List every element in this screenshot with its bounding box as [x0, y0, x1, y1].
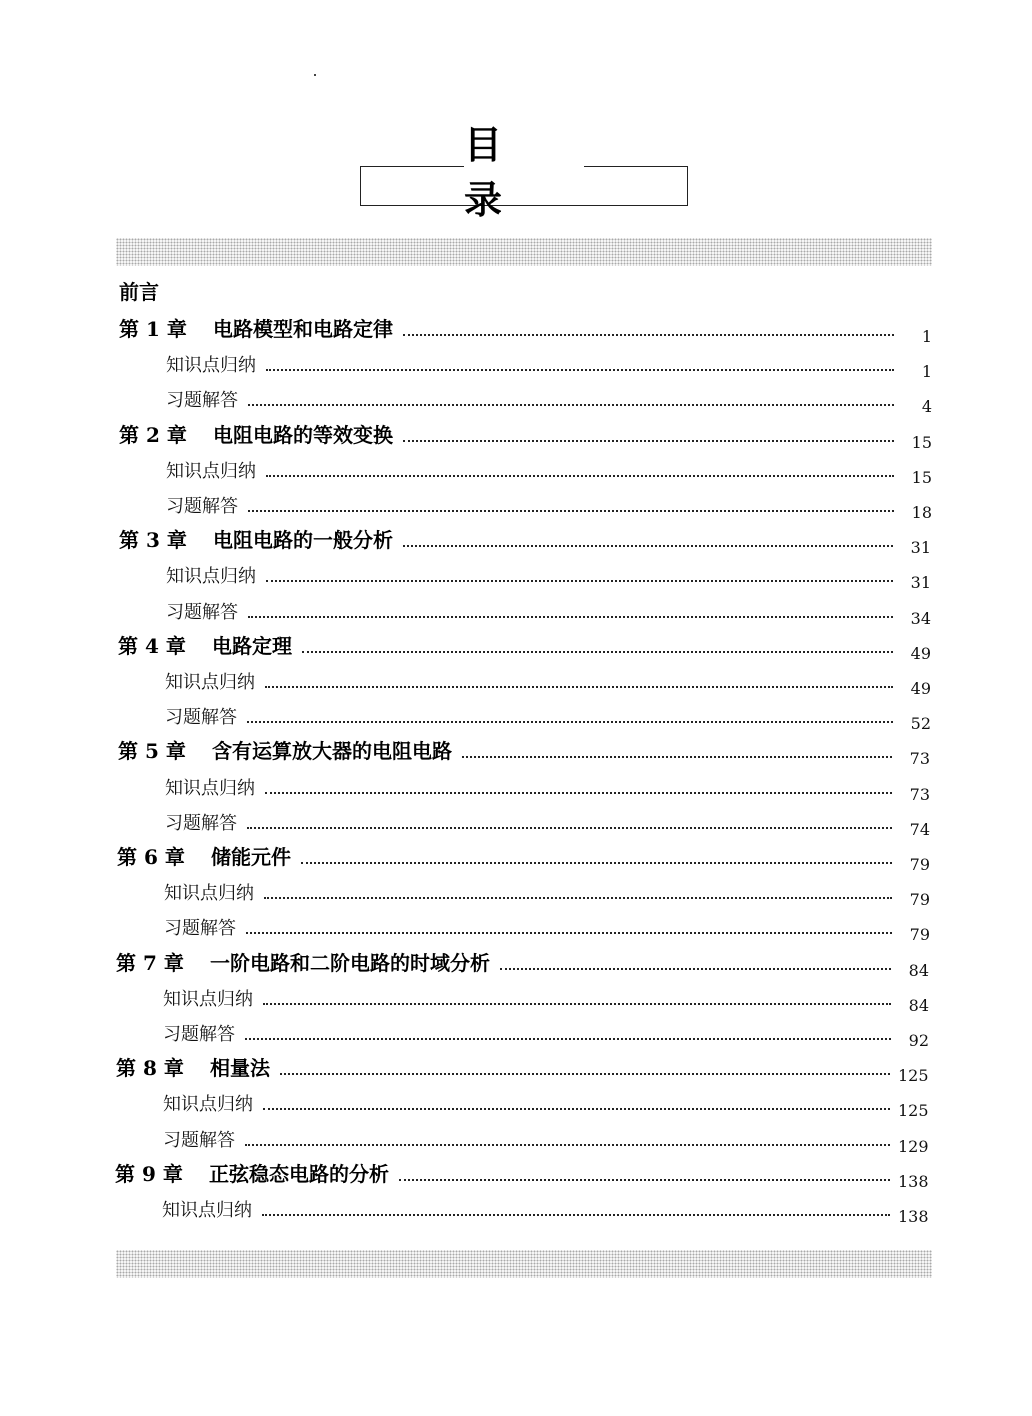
page-number: 92	[908, 1031, 929, 1050]
section-title: 习题解答	[163, 1129, 235, 1151]
page-number: 49	[910, 643, 931, 663]
toc-chapter-row[interactable]	[119, 523, 931, 558]
dot-leader	[245, 1144, 890, 1146]
chapter-title: 电路模型和电路定律	[213, 317, 393, 341]
dot-leader	[302, 651, 893, 653]
title-frame	[360, 123, 690, 222]
toc-section-row[interactable]	[165, 805, 930, 839]
chapter-title: 电路定理	[212, 633, 292, 658]
page-number: 125	[898, 1066, 929, 1086]
page-number: 79	[909, 925, 930, 945]
dot-leader	[280, 1073, 890, 1075]
page-number: 125	[898, 1101, 929, 1121]
toc-section-row[interactable]	[164, 875, 930, 910]
toc-section-row[interactable]	[165, 770, 930, 804]
chapter-number: 第 7 章	[116, 950, 184, 975]
dot-leader	[245, 1038, 891, 1040]
toc-preface[interactable]: 前言	[119, 280, 159, 304]
page-number: 138	[898, 1207, 929, 1226]
chapter-number: 第 9 章	[115, 1161, 183, 1186]
section-title: 习题解答	[165, 707, 237, 729]
dot-leader	[266, 475, 894, 477]
dot-leader	[500, 968, 891, 970]
chapter-title: 电阻电路的等效变换	[213, 422, 393, 447]
chapter-number: 第 2 章	[119, 422, 187, 447]
page-number: 18	[911, 503, 932, 522]
dot-leader	[462, 756, 892, 758]
dot-leader	[301, 862, 892, 864]
page-number: 79	[909, 890, 930, 910]
dot-leader	[264, 897, 892, 899]
page-title: 目 录	[464, 123, 525, 222]
page-number: 31	[910, 573, 931, 593]
chapter-number: 第 5 章	[118, 739, 186, 764]
halftone-band-top	[116, 238, 932, 266]
chapter-title: 电阻电路的一般分析	[213, 528, 393, 553]
dot-leader	[403, 545, 893, 547]
toc-section-row[interactable]	[164, 910, 930, 945]
page-number: 1	[921, 362, 932, 382]
page-number: 1	[921, 327, 932, 346]
page-number: 84	[908, 960, 929, 980]
toc-chapter-row[interactable]	[116, 946, 929, 980]
page-number: 31	[910, 538, 931, 558]
section-title: 习题解答	[165, 812, 237, 834]
section-title: 知识点归纳	[165, 777, 255, 799]
page-number: 129	[898, 1136, 929, 1156]
chapter-title: 含有运算放大器的电阻电路	[212, 739, 452, 764]
toc-chapter-row[interactable]	[115, 1157, 929, 1191]
chapter-title: 正弦稳态电路的分析	[209, 1161, 389, 1186]
dot-leader	[266, 580, 893, 582]
toc-section-row[interactable]	[166, 558, 931, 593]
toc-section-row[interactable]	[163, 1122, 929, 1156]
section-title: 知识点归纳	[166, 355, 256, 377]
toc-section-row[interactable]	[166, 594, 931, 628]
section-title: 知识点归纳	[162, 1200, 252, 1221]
dot-leader	[247, 827, 892, 829]
dot-leader	[265, 792, 892, 794]
section-title: 习题解答	[166, 390, 238, 412]
section-title: 知识点归纳	[165, 672, 255, 693]
section-title: 知识点归纳	[166, 460, 256, 482]
chapter-title: 储能元件	[211, 845, 291, 869]
toc-chapter-row[interactable]	[116, 1051, 929, 1086]
dot-leader	[247, 721, 893, 723]
toc-section-row[interactable]	[166, 347, 932, 382]
dot-leader	[262, 1214, 890, 1216]
dot-leader	[399, 1179, 890, 1181]
chapter-number: 第 8 章	[116, 1056, 184, 1081]
toc-chapter-row[interactable]	[118, 734, 930, 769]
chapter-number: 第 6 章	[117, 845, 185, 869]
page-number: 15	[911, 467, 932, 487]
toc-section-row[interactable]	[165, 699, 931, 734]
page-number: 4	[921, 397, 932, 417]
section-title: 知识点归纳	[164, 883, 254, 905]
page-number: 79	[909, 855, 930, 874]
dot-leader	[248, 616, 893, 618]
page-number: 73	[909, 749, 930, 769]
section-title: 习题解答	[166, 496, 238, 517]
page-number: 52	[910, 714, 931, 734]
section-title: 习题解答	[163, 1024, 235, 1045]
scan-speck	[314, 74, 316, 76]
title-gap	[464, 123, 584, 222]
chapter-title: 相量法	[210, 1056, 270, 1081]
page-number: 84	[908, 995, 929, 1015]
toc-chapter-row[interactable]	[117, 840, 930, 874]
toc-section-row[interactable]	[163, 981, 929, 1015]
dot-leader	[403, 440, 894, 442]
page-number: 49	[910, 679, 931, 698]
dot-leader	[265, 686, 893, 688]
dot-leader	[263, 1108, 890, 1110]
toc-section-row[interactable]	[165, 664, 931, 698]
toc-section-row[interactable]	[162, 1192, 929, 1226]
toc-section-row[interactable]	[166, 488, 932, 522]
chapter-number: 第 1 章	[119, 317, 187, 341]
halftone-band-bottom	[116, 1250, 932, 1278]
chapter-number: 第 3 章	[119, 528, 187, 553]
dot-leader	[403, 334, 894, 336]
dot-leader	[263, 1003, 891, 1005]
dot-leader	[246, 932, 892, 934]
page-number: 74	[909, 819, 930, 839]
toc-section-row[interactable]	[163, 1086, 929, 1121]
dot-leader	[248, 404, 894, 406]
page-number: 138	[898, 1171, 929, 1191]
section-title: 知识点归纳	[163, 1094, 253, 1116]
toc-section-row[interactable]	[166, 453, 932, 487]
toc-section-row[interactable]	[166, 382, 932, 417]
page-number: 73	[909, 784, 930, 804]
chapter-number: 第 4 章	[118, 633, 186, 658]
dot-leader	[248, 510, 894, 512]
chapter-title: 一阶电路和二阶电路的时域分析	[210, 950, 490, 975]
toc-chapter-row[interactable]	[119, 418, 932, 452]
section-title: 习题解答	[164, 918, 236, 940]
toc-chapter-row[interactable]	[118, 629, 931, 663]
section-title: 习题解答	[166, 601, 238, 623]
section-title: 知识点归纳	[166, 566, 256, 588]
page-number: 34	[910, 608, 931, 628]
toc-chapter-row[interactable]	[119, 312, 932, 346]
toc-section-row[interactable]	[163, 1016, 929, 1050]
dot-leader	[266, 369, 894, 371]
section-title: 知识点归纳	[163, 988, 253, 1010]
page-number: 15	[911, 432, 932, 452]
